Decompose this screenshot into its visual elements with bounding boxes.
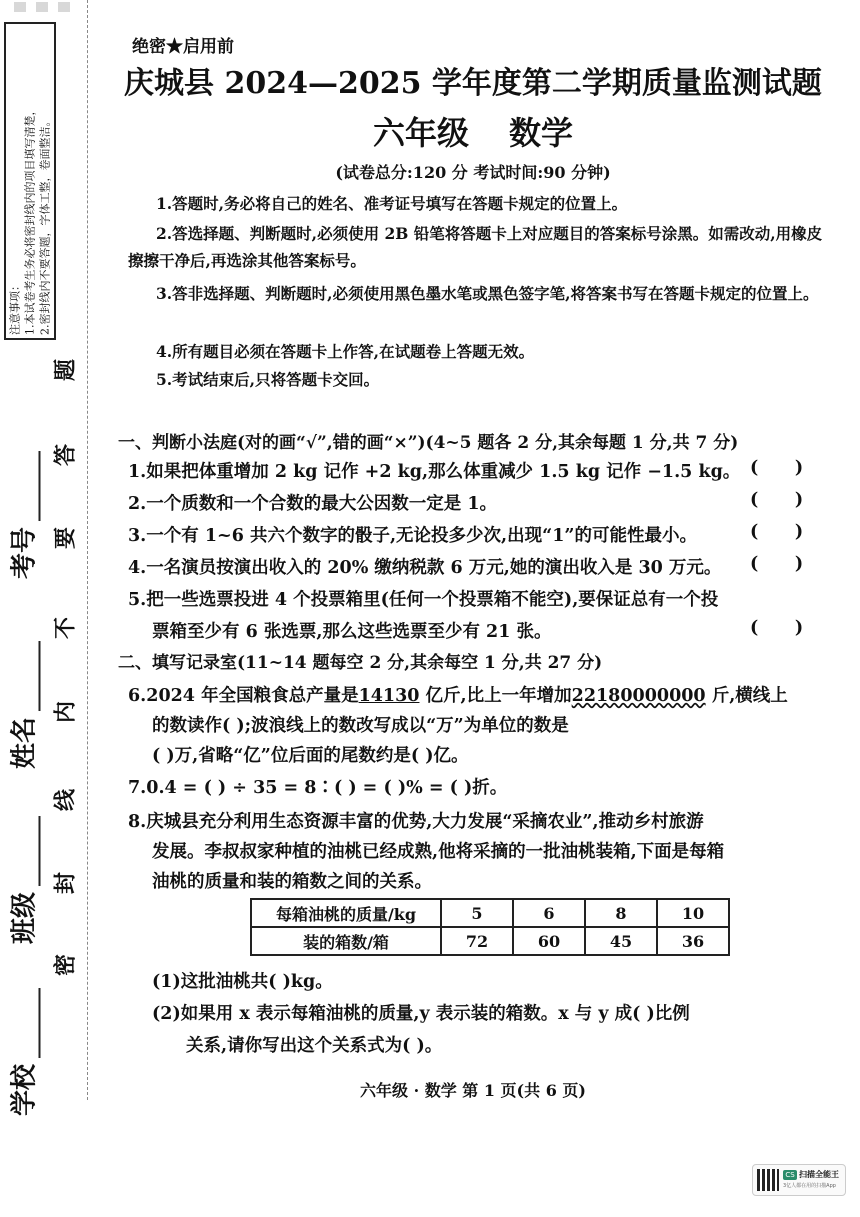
seal-char-7: 答	[52, 443, 79, 467]
seal-char-8: 题	[52, 358, 79, 382]
qr-code-icon	[757, 1169, 779, 1191]
scanner-name: 扫描全能王	[799, 1170, 839, 1179]
instruction-3: 3.答非选择题、判断题时,必须使用黑色墨水笔或黑色签字笔,将答案书写在答题卡规定的位置上。	[156, 284, 819, 303]
judge-question-5: 5.把一些选票投进 4 个投票箱里(任何一个投票箱不能空),要保证总有一个投	[128, 590, 719, 610]
answer-blank-1: ( )	[750, 458, 804, 478]
fill-question-8-line2: 发展。李叔叔家种植的油桃已经成熟,他将采摘的一批油桃装箱,下面是每箱	[152, 842, 725, 862]
fill-question-7: 7.0.4 = ( ) ÷ 35 = 8∶( ) = ( )% = ( )折。	[128, 778, 508, 798]
seal-char-2: 封	[52, 871, 79, 895]
table-cell: 8	[585, 899, 657, 927]
seal-dashed-line	[87, 0, 88, 1100]
answer-blank-5: ( )	[750, 618, 804, 638]
notice-box	[4, 22, 56, 340]
school-label: 学校	[9, 1063, 40, 1117]
fill-question-8-sub1: (1)这批油桃共( )kg。	[152, 972, 333, 992]
table-cell: 5	[441, 899, 513, 927]
page-footer: 六年级 · 数学 第 1 页(共 6 页)	[360, 1081, 586, 1100]
seal-char-5: 不	[52, 616, 79, 640]
section-2-title: 二、填写记录室(11~14 题每空 2 分,其余每空 1 分,共 27 分)	[118, 653, 603, 673]
fill-question-6	[128, 682, 788, 707]
judge-question-3: 3.一个有 1~6 共六个数字的骰子,无论投多少次,出现“1”的可能性最小。	[128, 526, 697, 546]
answer-blank-2: ( )	[750, 490, 804, 510]
table-row	[251, 927, 729, 955]
confidential-mark: 绝密★启用前	[132, 37, 234, 57]
exam-subtitle	[108, 108, 838, 154]
fill-question-8-line1: 8.庆城县充分利用生态资源丰富的优势,大力发展“采摘农业”,推动乡村旅游	[128, 812, 704, 832]
name-field	[4, 641, 41, 769]
instruction-1: 1.答题时,务必将自己的姓名、准考证号填写在答题卡规定的位置上。	[156, 194, 628, 213]
table-cell: 36	[657, 927, 729, 955]
instruction-2: 2.答选择题、判断题时,必须使用 2B 铅笔将答题卡上对应题目的答案标号涂黑。如需改动,用橡皮擦擦干净后,再选涂其他答案标号。	[128, 224, 823, 270]
answer-blank-4: ( )	[750, 554, 804, 574]
instruction-4: 4.所有题目必须在答题卡上作答,在试题卷上答题无效。	[156, 342, 535, 361]
subject-label: 数学	[509, 114, 574, 152]
peach-box-table	[250, 898, 730, 956]
notice-line-1: 1.本试卷考生务必将密封线内的项目填写清楚，	[23, 104, 37, 335]
scanner-watermark	[752, 1164, 846, 1196]
class-field	[4, 816, 41, 944]
table-row-header-boxes: 装的箱数/箱	[251, 927, 441, 955]
q6-underlined-number: 14130	[358, 686, 420, 706]
table-cell: 6	[513, 899, 585, 927]
table-cell: 60	[513, 927, 585, 955]
table-row-header-mass: 每箱油桃的质量/kg	[251, 899, 441, 927]
exam-number-field	[4, 451, 41, 579]
exam-meta: (试卷总分:120 分 考试时间:90 分钟)	[335, 163, 611, 182]
fill-question-8-sub2: (2)如果用 x 表示每箱油桃的质量,y 表示装的箱数。x 与 y 成( )比例	[152, 1004, 690, 1024]
judge-question-2: 2.一个质数和一个合数的最大公因数一定是 1。	[128, 494, 498, 514]
fill-question-8-sub2b: 关系,请你写出这个关系式为( )。	[186, 1036, 443, 1056]
school-field	[4, 988, 41, 1116]
table-cell: 45	[585, 927, 657, 955]
class-label: 班级	[9, 891, 40, 945]
scanner-logo: CS	[783, 1170, 797, 1180]
q6-text-a: 6.2024 年全国粮食总产量是	[128, 686, 359, 706]
table-cell: 10	[657, 899, 729, 927]
instruction-5: 5.考试结束后,只将答题卡交回。	[156, 370, 380, 389]
notice-title: 注意事项：	[8, 280, 22, 335]
table-row	[251, 899, 729, 927]
exam-title: 庆城县 2024—2025 学年度第二学期质量监测试题	[124, 66, 822, 101]
answer-blank-3: ( )	[750, 522, 804, 542]
binding-margin	[0, 0, 98, 1117]
q6-wavy-number: 22180000000	[571, 686, 706, 706]
judge-question-4: 4.一名演员按演出收入的 20% 缴纳税款 6 万元,她的演出收入是 30 万元。	[128, 558, 722, 578]
grade-label: 六年级	[372, 114, 469, 152]
fill-question-6-line3: ( )万,省略“亿”位后面的尾数约是( )亿。	[152, 746, 469, 766]
seal-char-3: 线	[52, 788, 79, 812]
notice-text	[8, 27, 53, 335]
fill-question-8-line3: 油桃的质量和装的箱数之间的关系。	[152, 872, 432, 892]
judge-question-5-cont: 票箱至少有 6 张选票,那么这些选票至少有 21 张。	[152, 622, 552, 642]
fill-question-6-line2: 的数读作( );波浪线上的数改写成以“万”为单位的数是	[152, 716, 569, 736]
seal-char-6: 要	[52, 526, 79, 550]
name-label: 姓名	[9, 716, 40, 770]
notice-line-2: 2.密封线内不要答题，字体工整，卷面整洁。	[38, 115, 52, 335]
seal-char-1: 密	[52, 953, 79, 977]
q6-text-b: 亿斤,比上一年增加	[419, 686, 572, 706]
exam-number-label: 考号	[9, 526, 40, 580]
q6-text-c: 斤,横线上	[705, 686, 788, 706]
seal-char-4: 内	[52, 700, 79, 724]
judge-question-1: 1.如果把体重增加 2 kg 记作 +2 kg,那么体重减少 1.5 kg 记作 −1.5 kg。	[128, 462, 741, 482]
section-1-title: 一、判断小法庭(对的画“√”,错的画“×”)(4~5 题各 2 分,其余每题 1 分,共 7 分)	[118, 433, 739, 453]
scanner-tagline: 3亿人都在用的扫描App	[783, 1183, 836, 1189]
table-cell: 72	[441, 927, 513, 955]
